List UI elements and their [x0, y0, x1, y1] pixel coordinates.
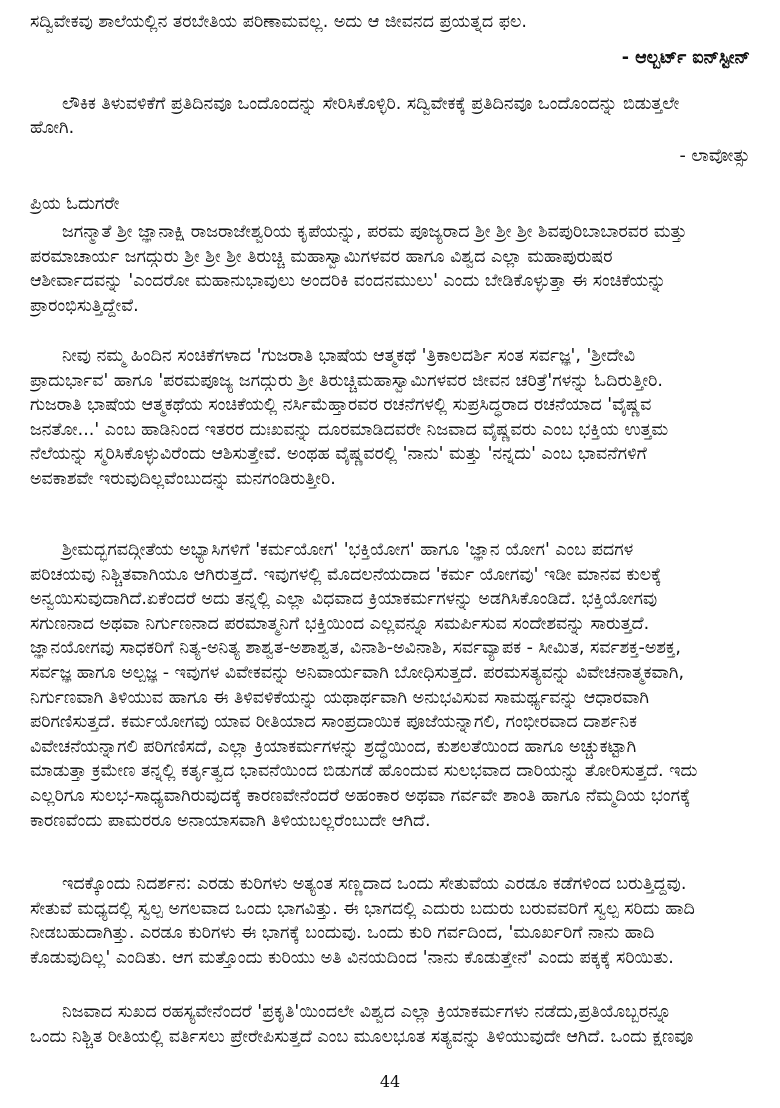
paragraph-line: ನಿರ್ಗುಣವಾಗಿ ತಿಳಿಯುವ ಹಾಗೂ ಈ ತಿಳಿವಳಿಕೆಯನ್ನು ಯಥಾರ್ಥವಾಗಿ ಅನುಭವಿಸುವ ಸಾಮರ್ಥ್ಯವನ್ನು ಆಧಾರವಾಗಿ — [30, 687, 650, 708]
paragraph-line: ಸರ್ವಜ್ಞ ಹಾಗೂ ಅಲ್ಪಜ್ಞ - ಇವುಗಳ ವಿವೇಕವನ್ನು ಅನಿವಾರ್ಯವಾಗಿ ಬೋಧಿಸುತ್ತದೆ. ಪರಮಸತ್ಯವನ್ನು ವಿವೇಚನಾತ್ಮಕವಾಗಿ, — [30, 662, 685, 683]
paragraph-previous-issues — [30, 344, 750, 492]
paragraph-line: ನೀಡಬಹುದಾಗಿತ್ತು. ಎರಡೂ ಕುರಿಗಳು ಈ ಭಾಗಕ್ಕೆ ಬಂದುವು. ಒಂದು ಕುರಿ ಗರ್ವದಿಂದ, 'ಮೂರ್ಖರಿಗೆ ನಾನು ಹಾದಿ — [30, 923, 655, 944]
second-quote-line-1: ಲೌಕಿಕ ತಿಳುವಳಿಕೆಗೆ ಪ್ರತಿದಿನವೂ ಒಂದೊಂದನ್ನು ಸೇರಿಸಿಕೊಳ್ಳಿರಿ. ಸದ್ವಿವೇಕಕ್ಕೆ ಪ್ರತಿದಿನವೂ ಒಂದೊಂದನ್ನು ಬಿಡುತ್ತಲೇ — [62, 94, 680, 114]
quote-attribution-laozi: - ಲಾವೋತ್ಸು — [679, 146, 750, 166]
paragraph-line: ನಿಜವಾದ ಸುಖದ ರಹಸ್ಯವೇನೆಂದರೆ 'ಪ್ರಕೃತಿ'ಯಿಂದಲೇ ವಿಶ್ವದ ಎಲ್ಲಾ ಕ್ರಿಯಾಕರ್ಮಗಳು ನಡೆದು,ಪ್ರತಿಯೊಬ್ಬರನ್ನೂ — [62, 1002, 672, 1022]
paragraph-karma-yoga — [30, 538, 750, 833]
paragraph-line: ಮಾಡುತ್ತಾ ಕ್ರಮೇಣ ತನ್ನಲ್ಲಿ ಕರ್ತೃತ್ವದ ಭಾವನೆಯಿಂದ ಬಿಡುಗಡೆ ಹೊಂದುವ ಸುಲಭವಾದ ದಾರಿಯನ್ನು ತೋರಿಸುತ್ತದೆ. ಇದು — [30, 761, 698, 782]
paragraph-line: ಒಂದು ನಿಶ್ಚಿತ ರೀತಿಯಲ್ಲಿ ವರ್ತಿಸಲು ಪ್ರೇರೇಪಿಸುತ್ತದೆ ಎಂಬ ಮೂಲಭೂತ ಸತ್ಯವನ್ನು ತಿಳಿಯುವುದೇ ಆಗಿದೆ. ಒಂದು ಕ್ಷಣವೂ — [30, 1026, 694, 1047]
paragraph-sheep-example — [30, 872, 750, 970]
paragraph-line: ಜಗನ್ಮಾತೆ ಶ್ರೀ ಜ್ಞಾನಾಕ್ಷಿ ರಾಜರಾಜೇಶ್ವರಿಯ ಕೃಪೆಯನ್ನು, ಪರಮ ಪೂಜ್ಯರಾದ ಶ್ರೀ ಶ್ರೀ ಶ್ರೀ ಶಿವಪುರಿಬಾಬಾರವರ ಮತ್ತು — [62, 222, 687, 242]
paragraph-line: ಶ್ರೀಮದ್ಭಗವದ್ಗೀತೆಯ ಅಭ್ಯಾಸಿಗಳಿಗೆ 'ಕರ್ಮಯೋಗ' 'ಭಕ್ತಿಯೋಗ' ಹಾಗೂ 'ಜ್ಞಾನ ಯೋಗ' ಎಂಬ ಪದಗಳ — [62, 540, 634, 560]
paragraph-line: ಅನ್ವಯಿಸುವುದಾಗಿದೆ.ಏಕೆಂದರೆ ಅದು ತನ್ನಲ್ಲಿ ಎಲ್ಲಾ ವಿಧವಾದ ಕ್ರಿಯಾಕರ್ಮಗಳನ್ನು ಅಡಗಿಸಿಕೊಂಡಿದೆ. ಭಕ್ತಿಯೋಗವು — [30, 589, 658, 610]
paragraph-line: ಜ್ಞಾನಯೋಗವು ಸಾಧಕರಿಗೆ ನಿತ್ಯ-ಅನಿತ್ಯ ಶಾಶ್ವತ-ಅಶಾಶ್ವತ, ವಿನಾಶಿ-ಅವಿನಾಶಿ, ಸರ್ವವ್ಯಾಪಕ - ಸೀಮಿತ, ಸರ್ವಶಕ್ತ-ಅಶಕ್ತ, — [30, 638, 681, 659]
paragraph-line: ಪ್ರಾರಂಭಿಸುತ್ತಿದ್ದೇವೆ. — [30, 295, 139, 316]
paragraph-line: ಎಲ್ಲರಿಗೂ ಸುಲಭ-ಸಾಧ್ಯವಾಗಿರುವುದಕ್ಕೆ ಕಾರಣವೇನೆಂದರೆ ಅಹಂಕಾರ ಅಥವಾ ಗರ್ವವೇ ಶಾಂತಿ ಹಾಗೂ ನೆಮ್ಮದಿಯ ಭಂಗಕ್ಕೆ — [30, 785, 691, 806]
opening-quote: ಸದ್ವಿವೇಕವು ಶಾಲೆಯಲ್ಲಿನ ತರಬೇತಿಯ ಪರಿಣಾಮವಲ್ಲ. ಅದು ಆ ಜೀವನದ ಪ್ರಯತ್ನದ ಫಲ. — [30, 12, 527, 32]
paragraph-line: ಸೇತುವೆ ಮಧ್ಯದಲ್ಲಿ ಸ್ವಲ್ಪ ಅಗಲವಾದ ಒಂದು ಭಾಗವಿತ್ತು. ಈ ಭಾಗದಲ್ಲಿ ಎದುರು ಬದುರು ಬರುವವರಿಗೆ ಸ್ವಲ್ಪ ಸರಿದು ಹಾದಿ — [30, 898, 695, 919]
paragraph-line: ಪ್ರಾದುರ್ಭಾವ' ಹಾಗೂ 'ಪರಮಪೂಜ್ಯ ಜಗದ್ಗುರು ಶ್ರೀ ತಿರುಚ್ಚಿಮಹಾಸ್ವಾಮಿಗಳವರ ಜೀವನ ಚರಿತ್ರೆ'ಗಳನ್ನು ಓದಿರುತ್ತೀರಿ. — [30, 370, 663, 391]
paragraph-line: ನೆಲೆಯನ್ನು ಸ್ಮರಿಸಿಕೊಳ್ಳುವಿರೆಂದು ಆಶಿಸುತ್ತೇವೆ. ಅಂಥಹ ವೈಷ್ಣವರಲ್ಲಿ 'ನಾನು' ಮತ್ತು 'ನನ್ನದು' ಎಂಬ ಭಾವನೆಗಳಿಗೆ — [30, 444, 647, 465]
paragraph-line: ಗುಜರಾತಿ ಭಾಷೆಯ ಆತ್ಮಕಥೆಯ ಸಂಚಿಕೆಯಲ್ಲಿ ನರ್ಸಿಮೆಹ್ತಾರವರ ರಚನೆಗಳಲ್ಲಿ ಸುಪ್ರಸಿದ್ಧರಾದ ರಚನೆಯಾದ 'ವೈಷ್ಣವ — [30, 395, 652, 416]
paragraph-invocation — [30, 220, 750, 318]
paragraph-line: ಪರಿಚಯವು ನಿಶ್ಚಿತವಾಗಿಯೂ ಆಗಿರುತ್ತದೆ. ಇವುಗಳಲ್ಲಿ ಮೊದಲನೆಯದಾದ 'ಕರ್ಮ ಯೋಗವು' ಇಡೀ ಮಾನವ ಕುಲಕ್ಕೆ — [30, 564, 662, 585]
second-quote-line-2: ಹೋಗಿ. — [30, 118, 75, 138]
paragraph-line: ಜನತೋ...' ಎಂಬ ಹಾಡಿನಿಂದ ಇತರರ ದುಃಖವನ್ನು ದೂರಮಾಡಿದವರೇ ನಿಜವಾದ ವೈಷ್ಣವರು ಎಂಬ ಭಕ್ತಿಯ ಉತ್ತಮ — [30, 419, 669, 440]
paragraph-line: ಸಗುಣನಾದ ಅಥವಾ ನಿರ್ಗುಣನಾದ ಪರಮಾತ್ಮನಿಗೆ ಭಕ್ತಿಯಿಂದ ಎಲ್ಲವನ್ನೂ ಸಮರ್ಪಿಸುವ ಸಂದೇಶವನ್ನು ಸಾರುತ್ತದೆ. — [30, 613, 650, 634]
page-number: 44 — [379, 1072, 401, 1091]
salutation: ಪ್ರಿಯ ಓದುಗರೇ — [30, 194, 120, 214]
quote-attribution-einstein: - ಆಲ್ಬರ್ಟ್ ಐನ್‌ಸ್ಟೀನ್ — [621, 48, 750, 68]
paragraph-line: ಅವಕಾಶವೇ ಇರುವುದಿಲ್ಲವೆಂಬುದನ್ನು ಮನಗಂಡಿರುತ್ತೀರಿ. — [30, 468, 336, 489]
paragraph-secret-of-happiness — [30, 1000, 750, 1049]
paragraph-line: ಇದಕ್ಕೊಂದು ನಿದರ್ಶನ: ಎರಡು ಕುರಿಗಳು ಅತ್ಯಂತ ಸಣ್ಣದಾದ ಒಂದು ಸೇತುವೆಯ ಎರಡೂ ಕಡೆಗಳಿಂದ ಬರುತ್ತಿದ್ದವು. — [62, 874, 687, 894]
paragraph-line: ನೀವು ನಮ್ಮ ಹಿಂದಿನ ಸಂಚಿಕೆಗಳಾದ 'ಗುಜರಾತಿ ಭಾಷೆಯ ಆತ್ಮಕಥೆ 'ತ್ರಿಕಾಲದರ್ಶಿ ಸಂತ ಸರ್ವಜ್ಞ', 'ಶ್ರೀದೇವಿ — [62, 346, 636, 366]
paragraph-line: ಆಶೀರ್ವಾದವನ್ನು 'ಎಂದರೋ ಮಹಾನುಭಾವುಲು ಅಂದರಿಕಿ ವಂದನಮುಲು' ಎಂದು ಬೇಡಿಕೊಳ್ಳುತ್ತಾ ಈ ಸಂಚಿಕೆಯನ್ನು — [30, 271, 666, 292]
paragraph-line: ಕಾರಣವೆಂದು ಪಾಮರರೂ ಅನಾಯಾಸವಾಗಿ ತಿಳಿಯಬಲ್ಲರೆಂಬುದೇ ಆಗಿದೆ. — [30, 810, 431, 831]
paragraph-line: ಪರಿಗಣಿಸುತ್ತದೆ. ಕರ್ಮಯೋಗವು ಯಾವ ರೀತಿಯಾದ ಸಾಂಪ್ರದಾಯಿಕ ಪೂಜೆಯನ್ನಾಗಲಿ, ಗಂಭೀರವಾದ ದಾರ್ಶನಿಕ — [30, 712, 637, 733]
paragraph-line: ಪರಮಾಚಾರ್ಯ ಜಗದ್ಗುರು ಶ್ರೀ ಶ್ರೀ ಶ್ರೀ ತಿರುಚ್ಚಿ ಮಹಾಸ್ವಾಮಿಗಳವರ ಹಾಗೂ ವಿಶ್ವದ ಎಲ್ಲಾ ಮಹಾಪುರುಷರ — [30, 246, 613, 267]
paragraph-line: ಕೊಡುವುದಿಲ್ಲ' ಎಂದಿತು. ಆಗ ಮತ್ತೊಂದು ಕುರಿಯು ಅತಿ ವಿನಯದಿಂದ 'ನಾನು ಕೊಡುತ್ತೇನೆ' ಎಂದು ಪಕ್ಕಕ್ಕೆ ಸರಿಯಿತು. — [30, 947, 674, 968]
paragraph-line: ವಿವೇಚನೆಯನ್ನಾಗಲಿ ಪರಿಗಣಿಸದೆ, ಎಲ್ಲಾ ಕ್ರಿಯಾಕರ್ಮಗಳನ್ನು ಶ್ರದ್ಧೆಯಿಂದ, ಕುಶಲತೆಯಿಂದ ಹಾಗೂ ಅಚ್ಚುಕಟ್ಟಾಗಿ — [30, 736, 637, 757]
